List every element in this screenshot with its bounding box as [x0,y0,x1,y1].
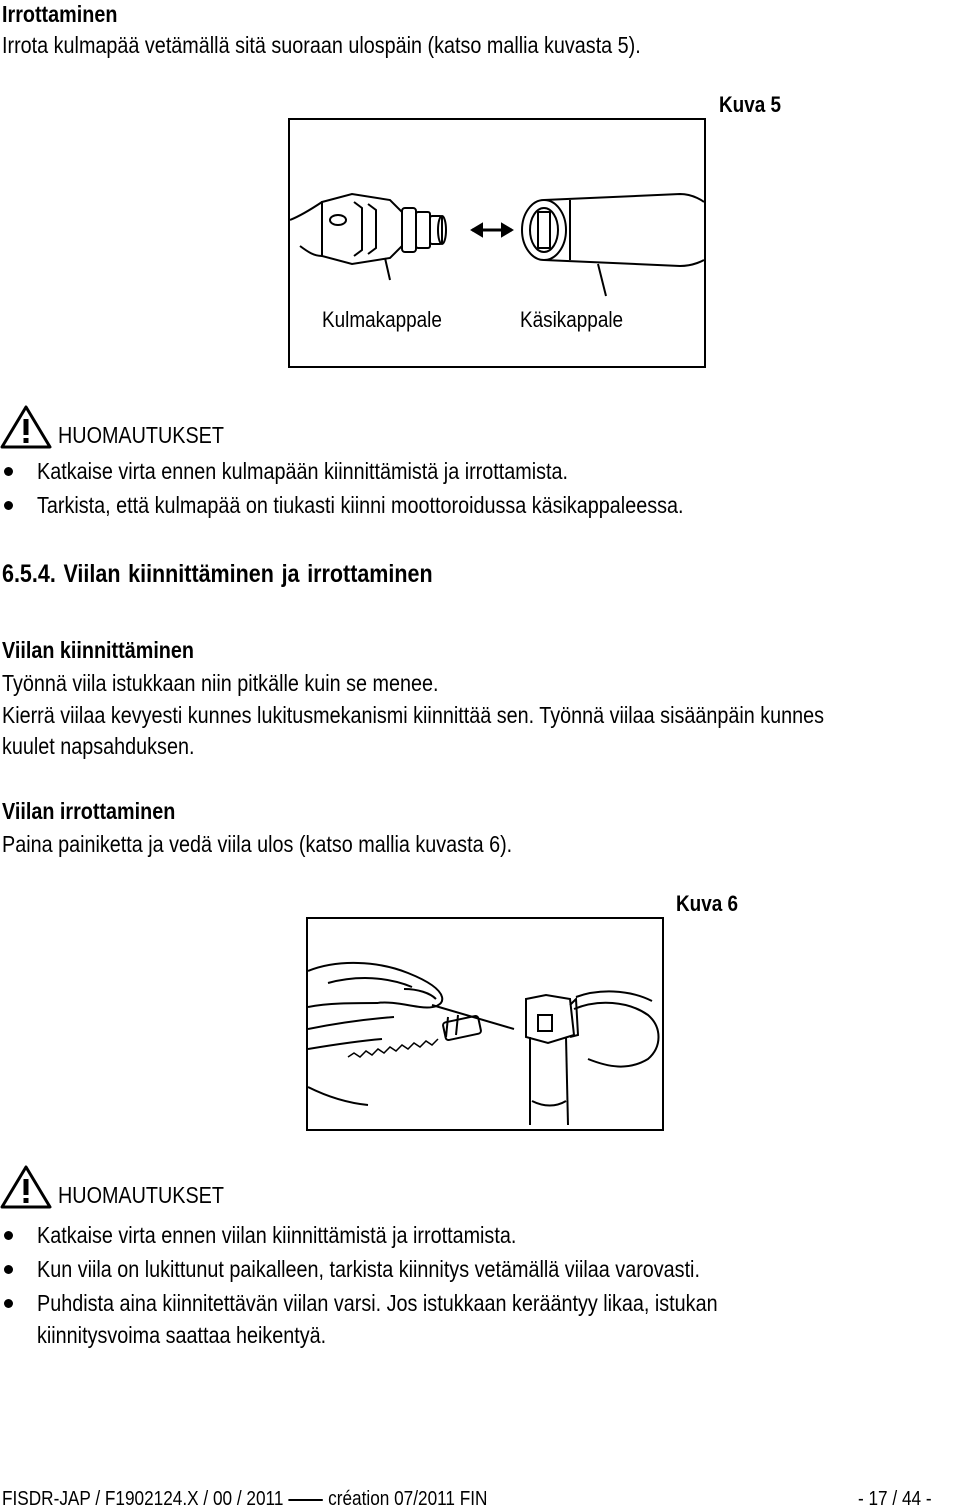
page-footer [0,1488,960,1511]
bullet-dot-icon [4,501,13,510]
section-heading-6-5-4: 6.5.4. Viilan kiinnittäminen ja irrottaminen [2,560,433,588]
bullet-dot-icon [4,1231,13,1240]
bullet-dot-icon [4,1265,13,1274]
footer-document-ref: FISDR-JAP / F1902124.X / 00 / 2011 création 07/2011 FIN [2,1488,488,1510]
removal-instruction: Irrota kulmapää vetämällä sitä suoraan ulospäin (katso mallia kuvasta 5). [2,32,641,58]
figure-6-frame [306,917,664,1131]
bullet-dot-icon [4,1299,13,1308]
notes-1-item: Tarkista, että kulmapää on tiukasti kiinni moottoroidussa käsikappaleessa. [0,489,960,521]
footer-dash [289,1499,323,1501]
attach-line-1: Työnnä viila istukkaan niin pitkälle kuin se menee. [2,670,439,696]
attach-line-3: kuulet napsahduksen. [2,733,195,759]
attach-line-2: Kierrä viilaa kevyesti kunnes lukitusmekanismi kiinnittää sen. Työnnä viilaa sisäänpäin kunnes [2,702,825,728]
figure-5-label: Kuva 5 [719,92,782,117]
subheading-detach: Viilan irrottaminen [2,798,176,824]
figure-6-label: Kuva 6 [676,891,739,916]
notes-2-title: HUOMAUTUKSET [58,1182,224,1208]
notes-1-header [0,404,400,454]
warning-triangle-icon [0,1164,52,1210]
figure-5-caption-contra-angle: Kulmakappale [322,307,442,332]
detach-line-1: Paina painiketta ja vedä viila ulos (katso mallia kuvasta 6). [2,831,513,857]
notes-1-title: HUOMAUTUKSET [58,422,224,448]
subheading-attach: Viilan kiinnittäminen [2,637,194,663]
notes-2-item-continuation: kiinnitysvoima saattaa heikentyä. [37,1322,327,1348]
bullet-dot-icon [4,467,13,476]
page-number: - 17 / 44 - [858,1488,932,1510]
section-heading-removal: Irrottaminen [2,1,118,27]
warning-triangle-icon [0,404,52,450]
notes-2-item: Katkaise virta ennen viilan kiinnittämistä ja irrottamista. [0,1219,960,1251]
notes-1-item: Katkaise virta ennen kulmapään kiinnittämistä ja irrottamista. [0,455,960,487]
notes-2-item: Puhdista aina kiinnitettävän viilan varsi. Jos istukkaan kerääntyy likaa, istukan kiinnitysvoima saattaa heikentyä. [0,1287,960,1351]
figure-5-frame [288,118,706,368]
notes-2-item: Kun viila on lukittunut paikalleen, tarkista kiinnitys vetämällä viilaa varovasti. [0,1253,960,1285]
notes-2-header [0,1164,400,1214]
figure-5-caption-handpiece: Käsikappale [520,307,624,332]
figure-6-illustration [308,919,662,1129]
